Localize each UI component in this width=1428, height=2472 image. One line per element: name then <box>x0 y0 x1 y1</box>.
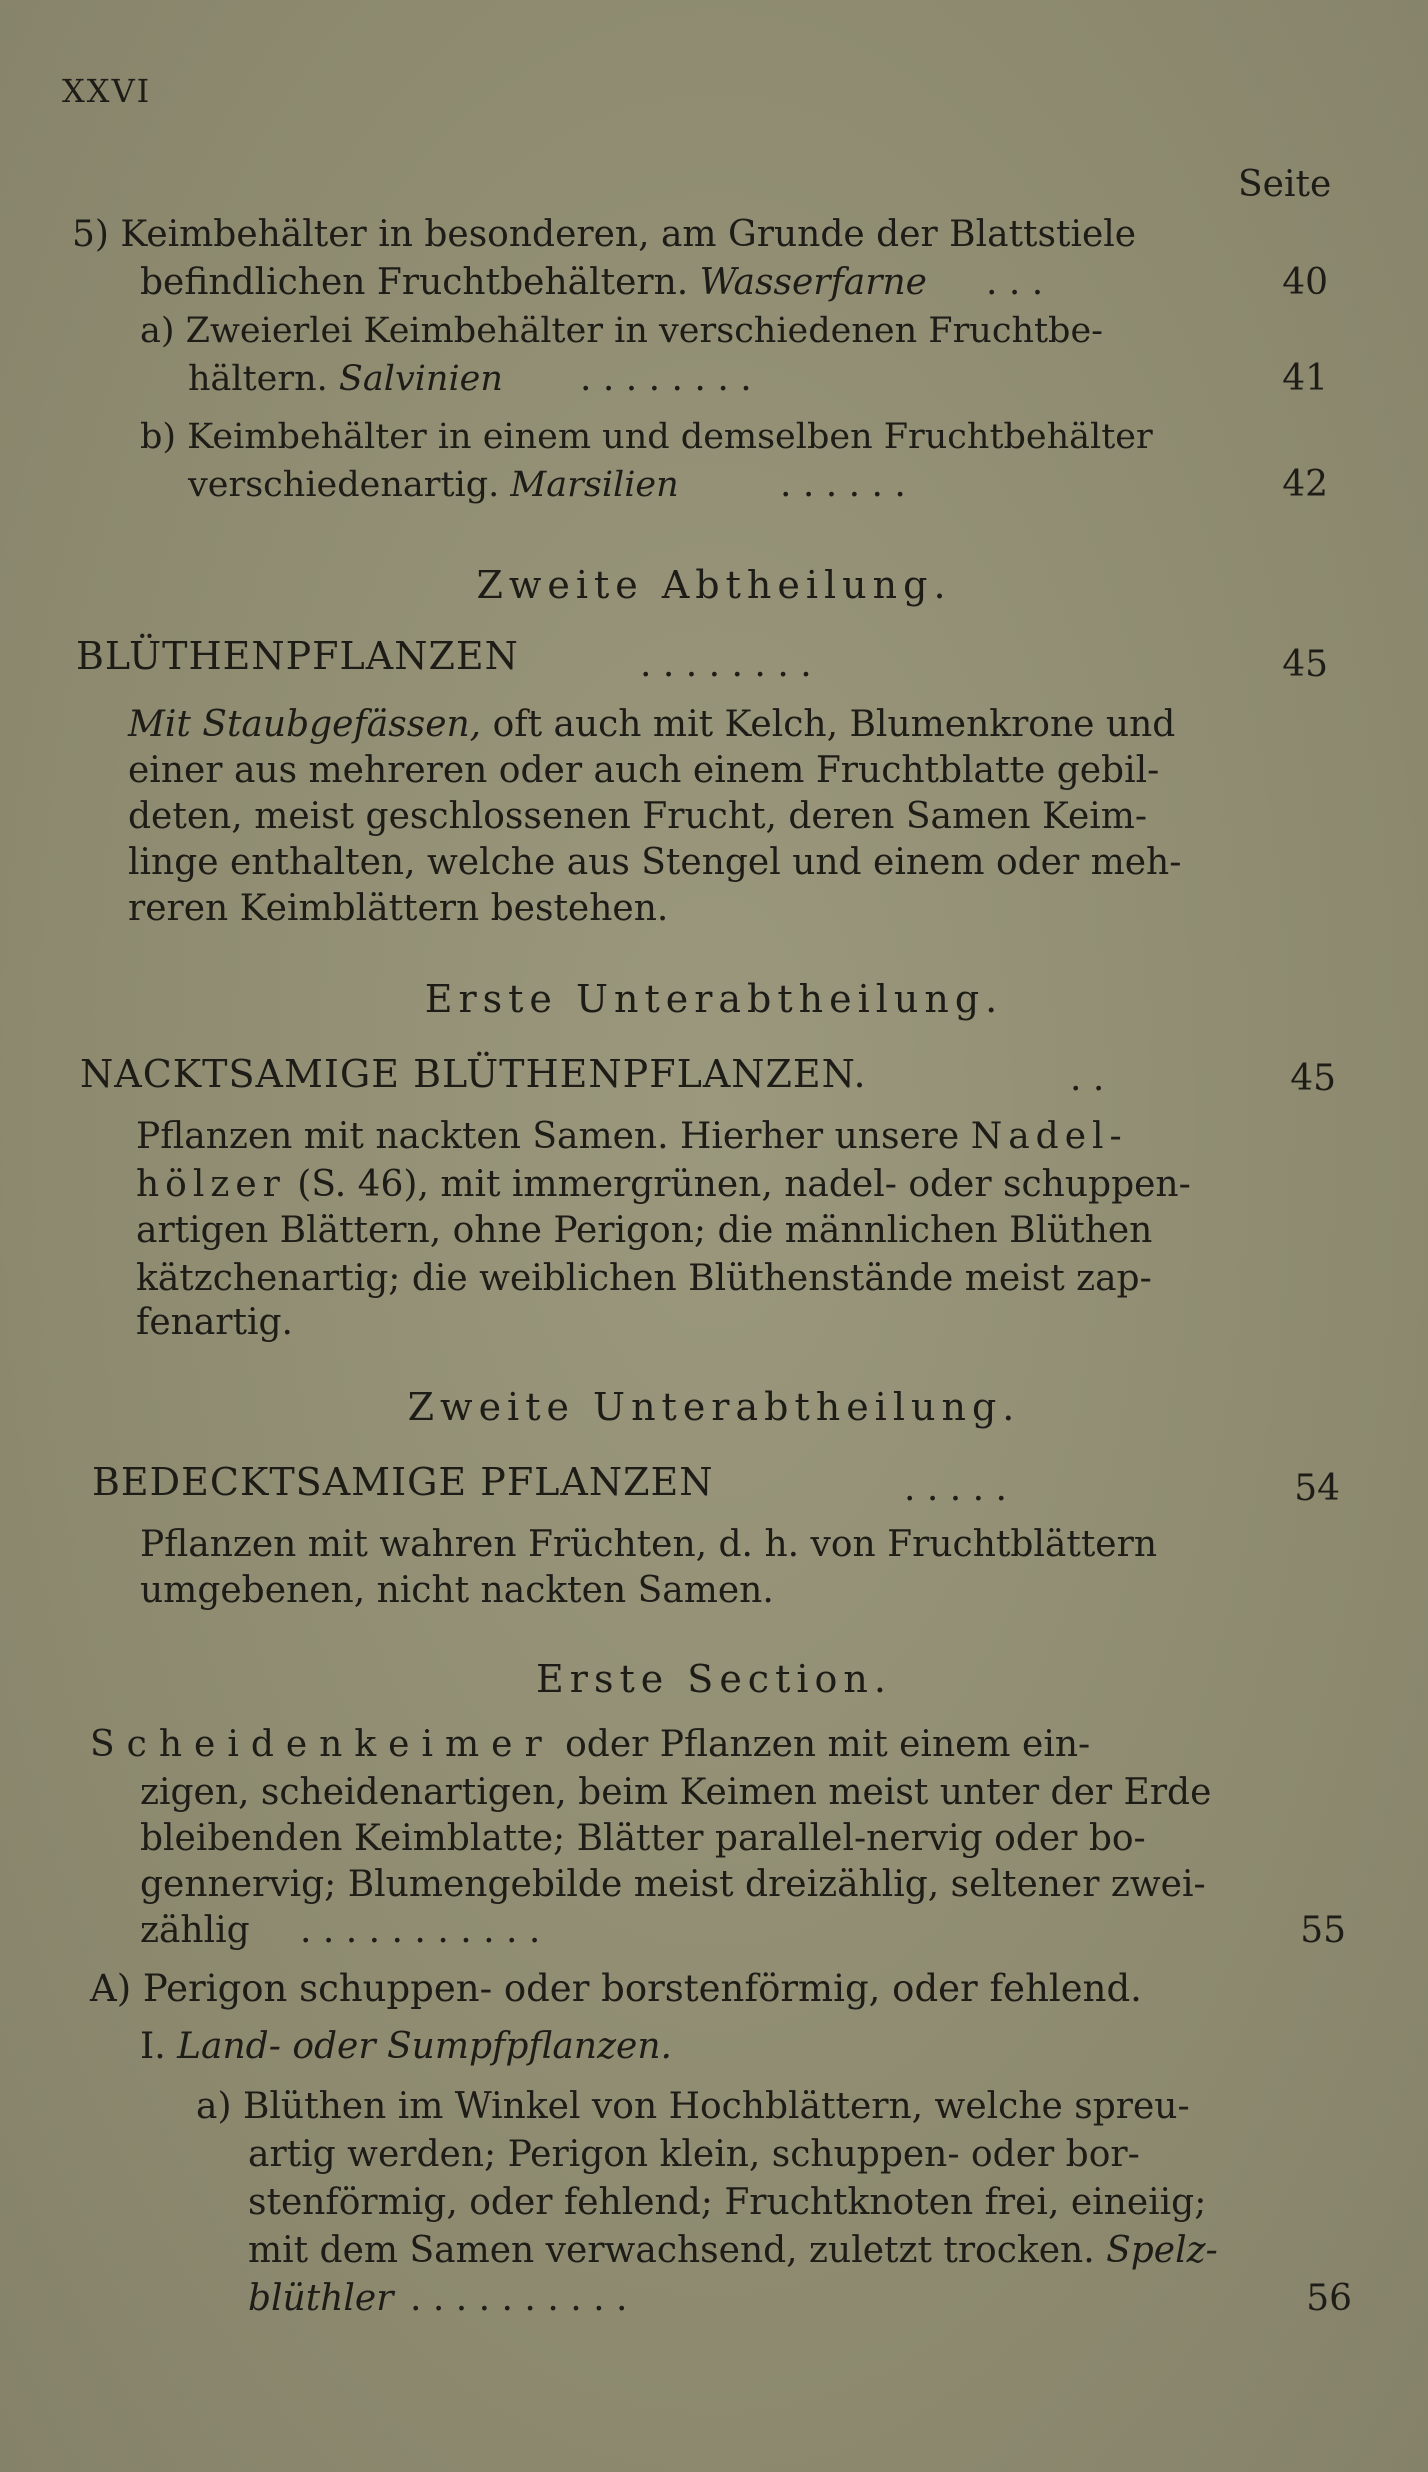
group-a-desc-4: mit dem Samen verwachsend, zuletzt trocken. Spelz- <box>248 2230 1218 2271</box>
subdivision1-page: 45 <box>1290 1058 1336 1099</box>
subdivision1-desc-3: artigen Blättern, ohne Perigon; die männlichen Blüthen <box>136 1210 1153 1251</box>
entry5b-line2: verschiedenartig. Marsilien <box>188 465 679 505</box>
division-title: BLÜTHENPFLANZEN <box>76 634 519 678</box>
entry5-page: 40 <box>1282 262 1328 303</box>
division-desc-3: deten, meist geschlossenen Frucht, deren Samen Keim- <box>128 796 1148 837</box>
subdivision1-title: NACKTSAMIGE BLÜTHENPFLANZEN. <box>80 1052 867 1096</box>
group-a-page: 56 <box>1306 2278 1352 2319</box>
division-desc-2: einer aus mehreren oder auch einem Fruchtblatte gebil- <box>128 750 1160 791</box>
division-desc-4: linge enthalten, welche aus Stengel und einem oder meh- <box>128 842 1182 883</box>
entry5a-dots: . . . . . . . . <box>580 358 752 399</box>
section-heading: Erste Section. <box>536 1657 892 1701</box>
subdivision2-desc-1: Pflanzen mit wahren Früchten, d. h. von Fruchtblättern <box>140 1524 1157 1565</box>
entry5-dots: . . . <box>986 262 1044 303</box>
division-heading: Zweite Abtheilung. <box>476 563 952 607</box>
entry5b-page: 42 <box>1282 464 1328 505</box>
subdivision1-dots: . . <box>1070 1058 1105 1099</box>
subdivision2-desc-2: umgebenen, nicht nackten Samen. <box>140 1570 774 1611</box>
subdivision1-desc-2: hölzer (S. 46), mit immergrünen, nadel- oder schuppen- <box>136 1164 1191 1205</box>
subdivision1-desc-4: kätzchenartig; die weiblichen Blüthenstände meist zap- <box>136 1258 1152 1299</box>
subdivision1-desc-5: fenartig. <box>136 1302 293 1343</box>
entry5a-line1: a) Zweierlei Keimbehälter in verschiedenen Fruchtbe- <box>140 311 1103 351</box>
subdivision1-desc-1: Pflanzen mit nackten Samen. Hierher unsere Nadel- <box>136 1116 1128 1157</box>
division-desc-1: Mit Staubgefässen, oft auch mit Kelch, Blumenkrone und <box>128 704 1176 745</box>
entry5b-dots: . . . . . . <box>780 464 906 505</box>
section-dots: . . . . . . . . . . . <box>300 1910 541 1951</box>
seite-label: Seite <box>1238 164 1332 205</box>
section-desc-4: gennervig; Blumengebilde meist dreizählig, seltener zwei- <box>140 1864 1206 1905</box>
entry5b-line1: b) Keimbehälter in einem und demselben Fruchtbehälter <box>140 417 1153 457</box>
entry5a-line2: hältern. Salvinien <box>188 359 503 399</box>
entry5a-page: 41 <box>1282 358 1328 399</box>
group-a-desc-1: a) Blüthen im Winkel von Hochblättern, welche spreu- <box>196 2086 1190 2127</box>
entry5-line1: 5) Keimbehälter in besonderen, am Grunde der Blattstiele <box>72 214 1137 255</box>
group-i-heading: I. Land- oder Sumpfpflanzen. <box>140 2026 672 2067</box>
section-desc-1: Scheidenkeimer oder Pflanzen mit einem ein- <box>90 1724 1091 1765</box>
subdivision2-title: BEDECKTSAMIGE PFLANZEN <box>92 1460 714 1504</box>
section-page: 55 <box>1300 1910 1346 1951</box>
group-a-desc-3: stenförmig, oder fehlend; Fruchtknoten frei, eineiig; <box>248 2182 1207 2223</box>
group-a-desc-2: artig werden; Perigon klein, schuppen- oder bor- <box>248 2134 1140 2175</box>
division-desc-5: reren Keimblättern bestehen. <box>128 888 669 929</box>
subdivision2-heading: Zweite Unterabtheilung. <box>407 1385 1021 1429</box>
division-dots: . . . . . . . . <box>640 644 812 685</box>
page-number: XXVI <box>62 72 152 110</box>
subdivision2-page: 54 <box>1294 1468 1340 1509</box>
subdivision1-heading: Erste Unterabtheilung. <box>424 977 1004 1021</box>
group-a-dots: . . . . . . . . . . <box>410 2278 628 2319</box>
subdivision2-dots: . . . . . <box>904 1468 1007 1509</box>
entry5-line2: befindlichen Fruchtbehältern. Wasserfarne <box>140 262 927 303</box>
division-page: 45 <box>1282 644 1328 685</box>
section-desc-2: zigen, scheidenartigen, beim Keimen meist unter der Erde <box>140 1772 1212 1813</box>
group-a-heading: A) Perigon schuppen- oder borstenförmig, oder fehlend. <box>90 1967 1142 2010</box>
section-desc-5: zählig <box>140 1910 250 1951</box>
group-a-desc-5: blüthler <box>248 2278 394 2319</box>
section-desc-3: bleibenden Keimblatte; Blätter parallel-nervig oder bo- <box>140 1818 1146 1859</box>
